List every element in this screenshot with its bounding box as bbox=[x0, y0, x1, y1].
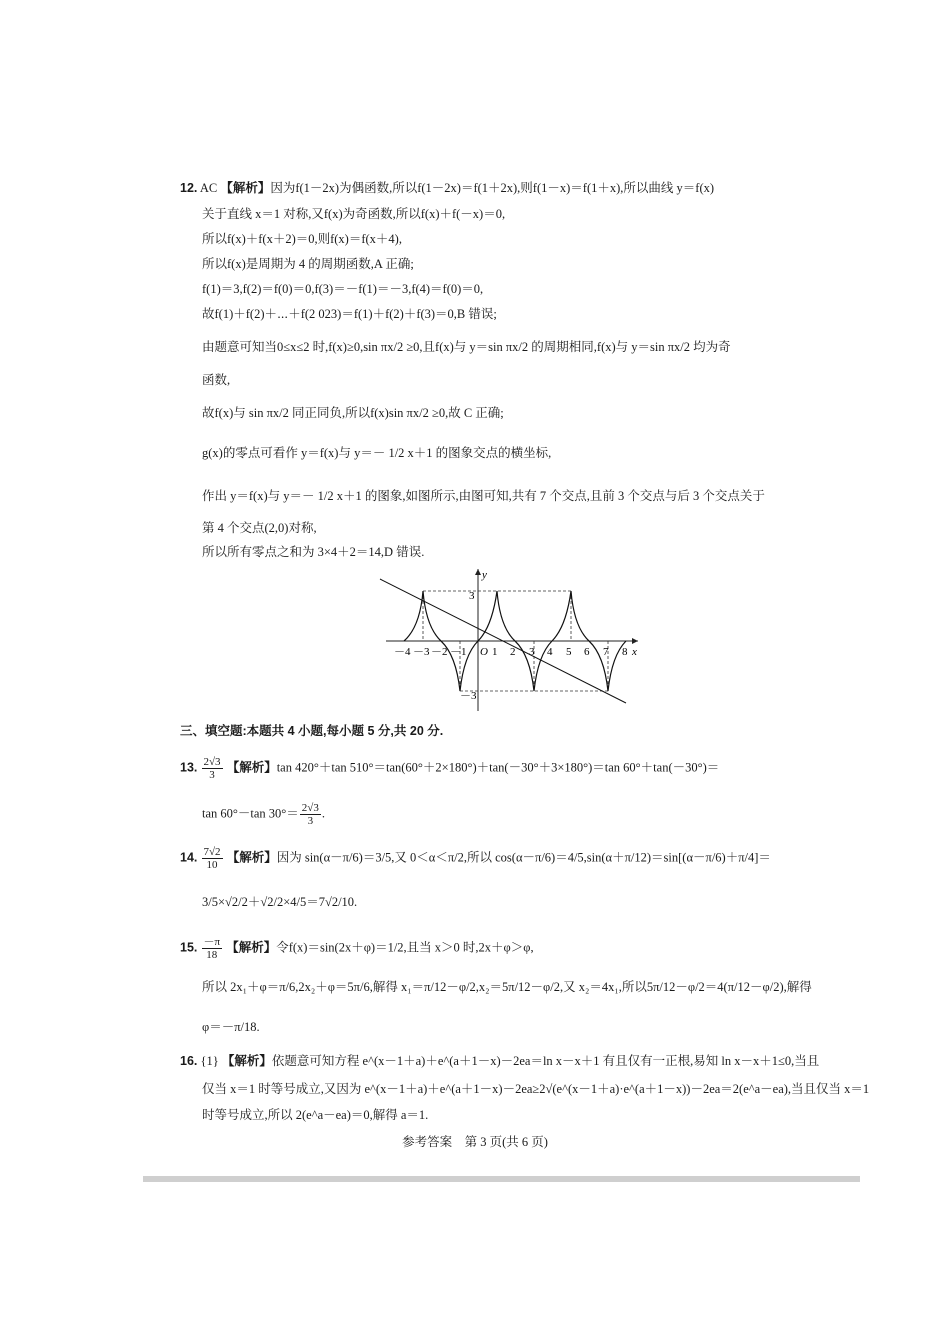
p14-line-1 bbox=[180, 846, 771, 871]
p12-line-11: 作出 y＝f(x)与 y＝－ 1/2 x＋1 的图象,如图所示,由图可知,共有 7 个交点,且前 3 个交点与后 3 个交点关于 bbox=[202, 489, 765, 503]
x-tick-label: 1 bbox=[492, 646, 498, 658]
problem-number: 16. bbox=[180, 1054, 198, 1068]
x-axis-label: x bbox=[632, 646, 637, 658]
text: tan 60°－tan 30°＝ bbox=[202, 806, 299, 821]
x-tick-label: －4 bbox=[394, 646, 411, 658]
x-tick-label: －3 bbox=[413, 646, 430, 658]
answer: {1} bbox=[200, 1054, 219, 1068]
p12-line-8: 函数, bbox=[202, 373, 231, 387]
p16-line-1 bbox=[180, 1052, 819, 1070]
x-tick-label: 8 bbox=[622, 646, 628, 658]
p13-line-1 bbox=[180, 756, 719, 781]
problem-number: 14. bbox=[180, 850, 198, 865]
p12-line-9: 故f(x)与 sin πx/2 同正同负,所以f(x)sin πx/2 ≥0,故 C 正确; bbox=[202, 406, 504, 420]
answer-fraction: $\frac{2√3}{3}$ bbox=[203, 756, 221, 781]
p12-line-3: 所以f(x)＋f(x＋2)＝0,则f(x)＝f(x＋4), bbox=[202, 232, 402, 246]
p12-line-12: 第 4 个交点(2,0)对称, bbox=[202, 521, 317, 535]
text: tan 420°＋tan 510°＝tan(60°＋2×180°)＋tan(－30°＋3×180°)＝tan 60°＋tan(－30°)＝ bbox=[276, 760, 720, 775]
analysis-tag: 【解析】 bbox=[226, 940, 277, 955]
text: 因为f(1－2x)为偶函数,所以f(1－2x)＝f(1＋2x),则f(1－x)＝f(1＋x),所以曲线 y＝f(x) bbox=[270, 181, 715, 195]
problem-number: 15. bbox=[180, 940, 198, 955]
answer: AC bbox=[199, 181, 218, 195]
p15-line-1 bbox=[180, 936, 534, 961]
p12-line-10: g(x)的零点可看作 y＝f(x)与 y＝－ 1/2 x＋1 的图象交点的横坐标, bbox=[202, 446, 552, 460]
text: 令f(x)＝sin(2x＋φ)＝1/2,且当 x＞0 时,2x＋φ＞φ, bbox=[276, 940, 534, 955]
page-footer: 参考答案 第 3 页(共 6 页) bbox=[402, 1135, 548, 1149]
p16-line-3: 时等号成立,所以 2(e^a－ea)＝0,解得 a＝1. bbox=[202, 1108, 429, 1122]
y-tick-label: 3 bbox=[469, 590, 475, 602]
p12-line-1 bbox=[180, 179, 714, 197]
p12-line-2: 关于直线 x＝1 对称,又f(x)为奇函数,所以f(x)＋f(－x)＝0, bbox=[202, 207, 506, 221]
function-graph bbox=[376, 565, 646, 715]
x-tick-label: －1 bbox=[450, 646, 467, 658]
answer-fraction: $\frac{-\pi}{18}$ bbox=[203, 936, 221, 961]
x-tick-label: 6 bbox=[584, 646, 590, 658]
x-tick-label: 3 bbox=[529, 646, 535, 658]
p13-line-2: tan 60°－tan 30°＝ $\frac{2√3}{3}$ . bbox=[202, 802, 325, 827]
problem-number: 12. bbox=[180, 181, 198, 195]
p15-line-3: φ＝－π/18. bbox=[202, 1020, 260, 1034]
p12-line-13: 所以所有零点之和为 3×4＋2＝14,D 错误. bbox=[202, 545, 425, 559]
result-fraction: $\frac{2√3}{3}$ bbox=[301, 802, 319, 827]
analysis-tag: 【解析】 bbox=[226, 760, 277, 775]
x-tick-label: 5 bbox=[566, 646, 572, 658]
origin-label: O bbox=[480, 646, 488, 658]
p12-line-5: f(1)＝3,f(2)＝f(0)＝0,f(3)＝－f(1)＝－3,f(4)＝f(0)＝0, bbox=[202, 282, 484, 296]
y-axis-arrow bbox=[475, 569, 481, 575]
problem-number: 13. bbox=[180, 760, 198, 775]
analysis-tag: 【解析】 bbox=[221, 1054, 272, 1068]
text: 依题意可知方程 e^(x－1＋a)＋e^(a＋1－x)－2ea＝ln x－x＋1 有且仅有一正根,易知 ln x－x＋1≤0,当且 bbox=[271, 1054, 820, 1068]
y-tick-label: －3 bbox=[460, 690, 477, 702]
bottom-divider bbox=[143, 1176, 860, 1182]
x-tick-label: 7 bbox=[603, 646, 609, 658]
p12-line-6: 故f(1)＋f(2)＋⋯＋f(2 023)＝f(1)＋f(2)＋f(3)＝0,B 错误; bbox=[202, 307, 497, 321]
p12-line-4: 所以f(x)是周期为 4 的周期函数,A 正确; bbox=[202, 257, 414, 271]
p14-line-2: 3/5×√2/2＋√2/2×4/5＝7√2/10. bbox=[202, 895, 358, 909]
section-heading: 三、填空题:本题共 4 小题,每小题 5 分,共 20 分. bbox=[180, 724, 444, 738]
p16-line-2: 仅当 x＝1 时等号成立,又因为 e^(x－1＋a)＋e^(a＋1－x)－2ea≥2√(e^(x－1＋a)·e^(a＋1－x))－2ea＝2(e^a－ea),当且仅当 x＝1 bbox=[202, 1082, 870, 1096]
answer-fraction: $\frac{7√2}{10}$ bbox=[203, 846, 221, 871]
x-tick-label: 2 bbox=[510, 646, 516, 658]
x-axis-arrow bbox=[632, 638, 638, 644]
y-axis-label: y bbox=[482, 569, 487, 581]
analysis-tag: 【解析】 bbox=[220, 181, 271, 195]
analysis-tag: 【解析】 bbox=[226, 850, 277, 865]
p15-line-2: 所以 2x₁＋φ＝π/6,2x₂＋φ＝5π/6,解得 x₁＝π/12－φ/2,x₂＝5π/12－φ/2,又 x₂＝4x₁,所以5π/12－φ/2＝4(π/12－φ/2),解得 bbox=[202, 980, 812, 994]
p12-line-7: 由题意可知当0≤x≤2 时,f(x)≥0,sin πx/2 ≥0,且f(x)与 y＝sin πx/2 的周期相同,f(x)与 y＝sin πx/2 均为奇 bbox=[202, 340, 731, 354]
x-tick-label: －2 bbox=[431, 646, 448, 658]
x-tick-label: 4 bbox=[547, 646, 553, 658]
text: 因为 sin(α－π/6)＝3/5,又 0＜α＜π/2,所以 cos(α－π/6)＝4/5,sin(α＋π/12)＝sin[(α－π/6)＋π/4]＝ bbox=[276, 850, 771, 865]
